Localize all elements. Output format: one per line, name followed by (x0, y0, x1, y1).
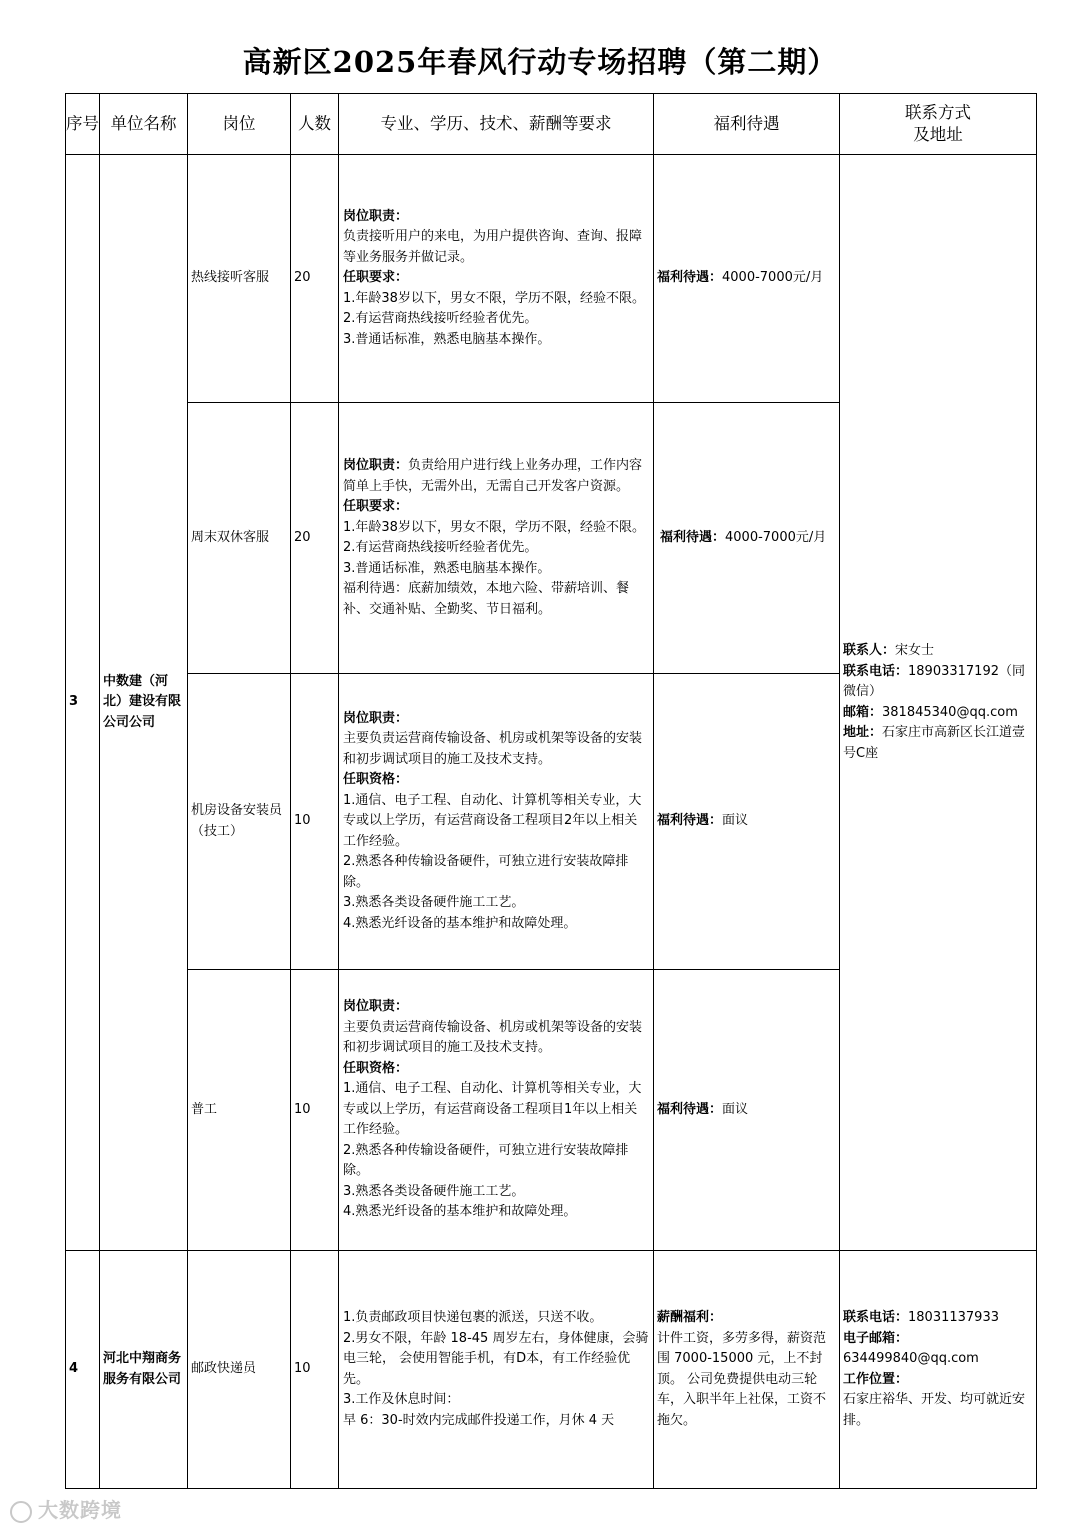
watermark-text: 大数跨境 (38, 1498, 122, 1522)
req-item: 1.通信、电子工程、自动化、计算机等相关专业，大专或以上学历，有运营商设备工程项目1年以上相关工作经验。 (343, 1081, 642, 1138)
contact-email-label: 电子邮箱： (843, 1330, 909, 1346)
duty-label: 岗位职责： (343, 208, 409, 224)
benefit-value: 4000-7000元/月 (725, 529, 827, 545)
position-requirements (339, 970, 654, 1251)
position-benefit (654, 155, 840, 403)
header-position: 岗位 (188, 94, 291, 155)
req-label: 任职资格： (343, 772, 409, 788)
watermark-logo-icon (10, 1501, 32, 1523)
position-title: 普工 (188, 970, 291, 1251)
req-item: 1.年龄38岁以下，男女不限，学历不限，经验不限。 (343, 519, 645, 535)
recruitment-table (65, 93, 1037, 1489)
duty-text: 负责接听用户的来电，为用户提供咨询、查询、报障等业务服务并做记录。 (343, 229, 643, 265)
position-benefit (654, 970, 840, 1251)
req-item: 2.熟悉各种传输设备硬件，可独立进行安装故障排除。 (343, 1142, 629, 1179)
company-name: 中数建（河北）建设有限公司公司 (100, 155, 188, 1251)
page-title: 高新区2025年春风行动专场招聘（第二期） (242, 45, 838, 79)
header-requirements: 专业、学历、技术、薪酬等要求 (339, 94, 654, 155)
duty-text: 主要负责运营商传输设备、机房或机架等设备的安装和初步调试项目的施工及技术支持。 (343, 731, 643, 767)
req-item: 早 6：30-时效内完成邮件投递工作，月休 4 天 (343, 1412, 615, 1428)
position-benefit (654, 403, 840, 674)
position-title: 邮政快递员 (188, 1251, 291, 1489)
extra-benefits: 福利待遇：底薪加绩效，本地六险、带薪培训、餐补、交通补贴、全勤奖、节日福利。 (343, 581, 630, 617)
benefit-value: 计件工资，多劳多得，薪资范围 7000-15000 元，上不封顶。 公司免费提供电动三轮车，入职半年上社保，工资不拖欠。 (657, 1330, 827, 1428)
req-item: 3.熟悉各类设备硬件施工工艺。 (343, 895, 525, 911)
contact-phone: 18903317192（同微信） (843, 663, 1025, 699)
company-contact (840, 155, 1037, 1251)
position-requirements (339, 155, 654, 403)
req-item: 2.有运营商热线接听经验者优先。 (343, 311, 538, 327)
duty-text: 主要负责运营商传输设备、机房或机架等设备的安装和初步调试项目的施工及技术支持。 (343, 1019, 643, 1056)
company-seq: 4 (66, 1251, 100, 1489)
contact-phone: 18031137933 (908, 1310, 999, 1325)
contact-phone-label: 联系电话： (843, 663, 909, 679)
position-count: 20 (291, 155, 339, 403)
benefit-label: 福利待遇： (660, 529, 726, 545)
contact-email: 381845340@qq.com (882, 704, 1018, 720)
contact-phone-label: 联系电话： (843, 1310, 909, 1325)
position-count: 10 (291, 1251, 339, 1489)
benefit-value: 面议 (722, 813, 749, 829)
req-item: 3.熟悉各类设备硬件施工工艺。 (343, 1183, 525, 1199)
header-contact-line1: 联系方式 (905, 103, 971, 122)
duty-label: 岗位职责： (343, 458, 409, 473)
contact-location-label: 工作位置： (843, 1371, 909, 1387)
req-item: 1.年龄38岁以下，男女不限，学历不限，经验不限。 (343, 290, 645, 306)
duty-label: 岗位职责： (343, 999, 409, 1015)
contact-location: 石家庄裕华、开发、均可就近安排。 (843, 1392, 1026, 1428)
req-item: 3.普通话标准，熟悉电脑基本操作。 (343, 560, 551, 576)
req-item: 4.熟悉光纤设备的基本维护和故障处理。 (343, 1204, 577, 1220)
watermark (10, 1494, 122, 1523)
position-count: 20 (291, 403, 339, 674)
header-contact-line2: 及地址 (913, 125, 963, 144)
position-count: 10 (291, 674, 339, 970)
header-benefits: 福利待遇 (654, 94, 840, 155)
req-item: 3.工作及休息时间： (343, 1392, 460, 1407)
contact-person-label: 联系人： (843, 643, 896, 658)
position-requirements (339, 403, 654, 674)
header-contact (840, 94, 1037, 155)
contact-address: 石家庄市高新区长江道壹号C座 (843, 725, 1026, 761)
position-requirements (339, 674, 654, 970)
position-title: 热线接听客服 (188, 155, 291, 403)
req-item: 1.负责邮政项目快递包裹的派送，只送不收。 (343, 1310, 603, 1325)
duty-label: 岗位职责： (343, 710, 409, 726)
req-item: 3.普通话标准，熟悉电脑基本操作。 (343, 331, 551, 347)
req-item: 1.通信、电子工程、自动化、计算机等相关专业，大专或以上学历，有运营商设备工程项目2年以上相关工作经验。 (343, 792, 642, 849)
req-item: 2.熟悉各种传输设备硬件，可独立进行安装故障排除。 (343, 854, 629, 890)
table-row (66, 1251, 1037, 1489)
req-label: 任职要求： (343, 270, 409, 286)
position-count: 10 (291, 970, 339, 1251)
contact-person: 宋女士 (895, 643, 935, 658)
position-benefit (654, 674, 840, 970)
header-row (66, 94, 1037, 155)
company-seq: 3 (66, 155, 100, 1251)
benefit-label: 福利待遇： (657, 1101, 723, 1117)
req-item: 2.男女不限，年龄 18-45 周岁左右，身体健康，会骑电三轮， 会使用智能手机，有D本，有工作经验优先。 (343, 1330, 649, 1387)
benefit-label: 福利待遇： (657, 813, 723, 829)
table-row (66, 155, 1037, 403)
req-item: 4.熟悉光纤设备的基本维护和故障处理。 (343, 915, 577, 931)
company-contact (840, 1251, 1037, 1489)
benefit-value: 4000-7000元/月 (722, 270, 824, 286)
contact-email: 634499840@qq.com (843, 1351, 979, 1366)
header-company: 单位名称 (100, 94, 188, 155)
header-seq: 序号 (66, 94, 100, 155)
position-title: 机房设备安装员（技工） (188, 674, 291, 970)
contact-email-label: 邮箱： (843, 704, 883, 720)
duty-text: 负责给用户进行线上业务办理，工作内容简单上手快，无需外出，无需自己开发客户资源。 (343, 458, 643, 494)
position-title: 周末双休客服 (188, 403, 291, 674)
req-item: 2.有运营商热线接听经验者优先。 (343, 540, 538, 555)
contact-address-label: 地址： (843, 725, 883, 740)
req-label: 任职要求： (343, 499, 409, 514)
benefit-label: 薪酬福利： (657, 1310, 723, 1325)
benefit-value: 面议 (722, 1101, 749, 1117)
position-benefit (654, 1251, 840, 1489)
header-count: 人数 (291, 94, 339, 155)
req-label: 任职资格： (343, 1060, 409, 1076)
company-name: 河北中翔商务服务有限公司 (100, 1251, 188, 1489)
benefit-label: 福利待遇： (657, 270, 723, 286)
position-requirements (339, 1251, 654, 1489)
